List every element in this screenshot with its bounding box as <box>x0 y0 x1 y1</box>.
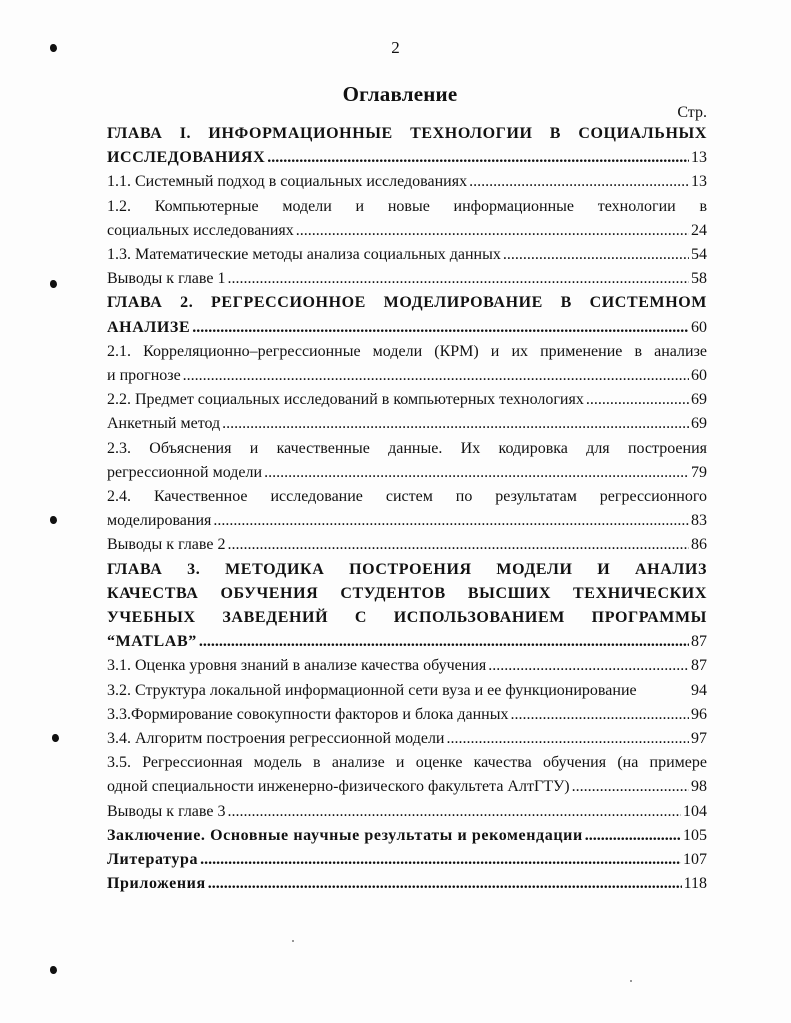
toc-page-number: 60 <box>691 367 707 385</box>
toc-page-number: 118 <box>683 875 707 893</box>
dot-leader <box>267 146 689 170</box>
toc-entry-title: одной специальности инженерно-физического факультета АлтГТУ) <box>107 778 570 796</box>
toc-section-entry[interactable] <box>107 533 707 557</box>
toc-entry-title: 1.1. Системный подход в социальных исследованиях <box>107 173 468 191</box>
toc-chapter-entry[interactable] <box>107 558 707 655</box>
dot-leader <box>227 800 681 824</box>
toc-entry-title: Приложения <box>107 875 206 893</box>
toc-page-number: 107 <box>683 851 707 869</box>
page-column-label: Стр. <box>677 104 707 121</box>
dot-leader <box>264 461 689 485</box>
toc-page-number: 13 <box>691 149 707 167</box>
toc-page-number: 98 <box>691 778 707 796</box>
toc-entry-line: ГЛАВА 2. РЕГРЕССИОННОЕ МОДЕЛИРОВАНИЕ В СИСТЕМНОМ <box>107 294 707 312</box>
toc-page-number: 86 <box>691 536 707 554</box>
toc-chapter-entry[interactable] <box>107 848 707 872</box>
toc-page-number: 13 <box>691 173 707 191</box>
toc-page-number: 79 <box>691 463 707 481</box>
toc-page-number: 54 <box>691 246 707 264</box>
toc-section-entry[interactable] <box>107 679 707 703</box>
toc-section-entry[interactable] <box>107 195 707 243</box>
dot-leader <box>200 848 681 872</box>
toc-chapter-entry[interactable] <box>107 291 707 339</box>
toc-entry-title: 1.3. Математические методы анализа социальных данных <box>107 246 501 264</box>
toc-entry-title: ИССЛЕДОВАНИЯХ <box>107 149 266 167</box>
toc-entry-line: 2.3. Объяснения и качественные данные. Их кодировка для построения <box>107 439 707 457</box>
scan-speck <box>292 940 294 942</box>
dot-leader <box>227 267 689 291</box>
page-number: 2 <box>391 38 400 57</box>
toc-chapter-entry[interactable] <box>107 824 707 848</box>
toc-entry-line: 3.5. Регрессионная модель в анализе и оценке качества обучения (на примере <box>107 754 707 772</box>
toc-section-entry[interactable] <box>107 485 707 533</box>
toc-entry-line: УЧЕБНЫХ ЗАВЕДЕНИЙ С ИСПОЛЬЗОВАНИЕМ ПРОГРАММЫ <box>107 609 707 627</box>
toc-page-number: 69 <box>691 391 707 409</box>
dot-leader <box>446 727 689 751</box>
toc-entry-title: моделирования <box>107 512 212 530</box>
dot-leader <box>208 872 682 896</box>
toc-entry-title: 3.1. Оценка уровня знаний в анализе качества обучения <box>107 657 487 675</box>
toc-entry-title: 3.3.Формирование совокупности факторов и блока данных <box>107 705 509 723</box>
toc-entry-title: и прогнозе <box>107 367 181 385</box>
toc-page-number: 105 <box>683 826 707 844</box>
scan-mark <box>50 44 57 52</box>
toc-entry-line: ГЛАВА I. ИНФОРМАЦИОННЫЕ ТЕХНОЛОГИИ В СОЦИАЛЬНЫХ <box>107 125 707 142</box>
toc-page-number: 94 <box>691 681 707 699</box>
scan-mark <box>52 734 59 742</box>
dot-leader <box>572 775 689 799</box>
toc-title: Оглавление <box>342 82 458 106</box>
dot-leader <box>192 316 689 340</box>
scan-mark <box>50 280 57 288</box>
toc-entry-title: Выводы к главе 3 <box>107 802 226 820</box>
dot-leader <box>227 533 689 557</box>
toc-page-number: 96 <box>691 705 707 723</box>
toc-section-entry[interactable] <box>107 243 707 267</box>
dot-leader <box>213 509 689 533</box>
toc-entry-title: Литература <box>107 851 199 869</box>
toc-page-number: 97 <box>691 730 707 748</box>
toc-page-number: 24 <box>691 221 707 239</box>
toc-section-entry[interactable] <box>107 412 707 436</box>
toc-entry-title: “MATLAB” <box>107 633 197 651</box>
toc-section-entry[interactable] <box>107 751 707 799</box>
toc-entry-title: Выводы к главе 2 <box>107 536 226 554</box>
toc-page-number: 83 <box>691 512 707 530</box>
toc-page-number: 104 <box>683 802 707 820</box>
toc-section-entry[interactable] <box>107 703 707 727</box>
toc-entry-line: 2.4. Качественное исследование систем по результатам регрессионного <box>107 488 707 506</box>
dot-leader <box>469 170 689 194</box>
toc-entry-title: АНАЛИЗЕ <box>107 318 191 336</box>
dot-leader <box>585 824 681 848</box>
toc-entry-title: 3.2. Структура локальной информационной сети вуза и ее функционирование <box>107 681 637 699</box>
toc-page-number: 87 <box>691 657 707 675</box>
toc-entry-line: ГЛАВА 3. МЕТОДИКА ПОСТРОЕНИЯ МОДЕЛИ И АНАЛИЗ <box>107 560 707 578</box>
scan-mark <box>50 516 57 524</box>
toc-section-entry[interactable] <box>107 388 707 412</box>
toc-entry-line: 1.2. Компьютерные модели и новые информационные технологии в <box>107 197 707 215</box>
dot-leader <box>296 219 689 243</box>
toc-section-entry[interactable] <box>107 800 707 824</box>
toc-entry-line: КАЧЕСТВА ОБУЧЕНИЯ СТУДЕНТОВ ВЫСШИХ ТЕХНИЧЕСКИХ <box>107 584 707 602</box>
dot-leader <box>222 412 689 436</box>
toc-section-entry[interactable] <box>107 727 707 751</box>
toc-section-entry[interactable] <box>107 170 707 194</box>
toc-page-number: 87 <box>691 633 707 651</box>
toc-entry-title: 3.4. Алгоритм построения регрессионной модели <box>107 730 445 748</box>
dot-leader <box>586 388 689 412</box>
toc-page-number: 58 <box>691 270 707 288</box>
toc-chapter-entry[interactable] <box>107 872 707 896</box>
scan-mark <box>50 966 57 974</box>
toc-section-entry[interactable] <box>107 267 707 291</box>
dot-leader <box>199 630 689 654</box>
toc-entry-title: Анкетный метод <box>107 415 221 433</box>
dot-leader <box>488 654 689 678</box>
toc-entry-title: социальных исследованиях <box>107 221 294 239</box>
toc-section-entry[interactable] <box>107 340 707 388</box>
toc-entry-line: 2.1. Корреляционно–регрессионные модели (КРМ) и их применение в анализе <box>107 342 707 360</box>
toc-page-number: 69 <box>691 415 707 433</box>
toc-entry-title: регрессионной модели <box>107 463 263 481</box>
dot-leader <box>510 703 689 727</box>
dot-leader <box>503 243 689 267</box>
toc-page-number: 60 <box>691 318 707 336</box>
table-of-contents <box>107 122 707 897</box>
toc-entry-title: Заключение. Основные научные результаты и рекомендации <box>107 826 583 844</box>
toc-section-entry[interactable] <box>107 654 707 678</box>
toc-entry-title: Выводы к главе 1 <box>107 270 226 288</box>
toc-entry-title: 2.2. Предмет социальных исследований в компьютерных технологиях <box>107 391 584 409</box>
scan-speck <box>630 980 632 982</box>
toc-chapter-entry[interactable] <box>107 122 707 170</box>
toc-section-entry[interactable] <box>107 437 707 485</box>
dot-leader <box>183 364 689 388</box>
